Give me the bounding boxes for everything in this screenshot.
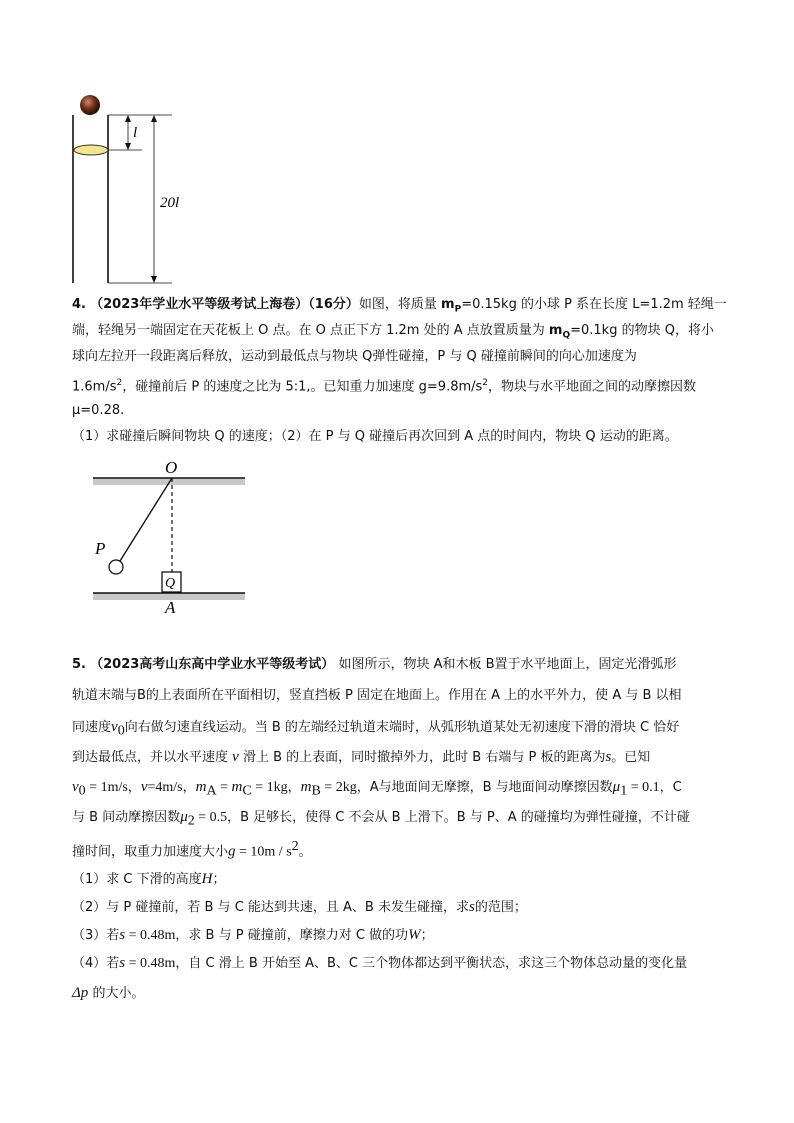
q5-l5-v0: v [72, 779, 79, 795]
q5-line-4 [72, 749, 650, 766]
q4-text-4b: ，碰撞前后 P 的速度之比为 5:1,。已知重力加速度 g=9.8m/s [122, 379, 483, 395]
q5-sub4-b: ，自 C 滑上 B 开始至 A、B、C 三个物体都达到平衡状态，求这三个物体总动量的变化量 [175, 956, 688, 971]
q5-sub3-a: （3）若 [72, 928, 120, 943]
q4-text-2a: 端，轻绳另一端固定在天花板上 O 点。在 O 点正下方 1.2m 处的 A 点放置质量为 [72, 323, 549, 338]
q5-sub4-c: 的大小。 [88, 986, 145, 1001]
q5-sub-2 [72, 899, 527, 916]
q5-sub1-a: （1）求 C 下滑的高度 [72, 872, 202, 887]
q5-sub2-b: 的范围； [474, 900, 527, 915]
q4-mq: m [548, 323, 563, 338]
q4-line-5: μ=0.28. [72, 403, 125, 418]
disk [74, 145, 108, 155]
q5-g-val: = 10m / s [235, 844, 292, 860]
q5-sub-4-cont [72, 985, 144, 1002]
q5-sub2-a: （2）与 P 碰撞前，若 B 与 C 能达到共速，且 A、B 未发生碰撞，求 [72, 900, 469, 915]
q5-text-4b: 滑上 B 的上表面，同时撤掉外力，此时 B 右端与 P 板的距离为 [242, 750, 606, 765]
q4-mp: m [441, 297, 455, 312]
q5-l5-v: v [140, 779, 148, 795]
q4-mp-sub: P [454, 304, 462, 315]
q5-number: 5. [72, 657, 86, 672]
q5-g-sup: 2 [291, 839, 299, 854]
q5-sub1-b: ； [212, 872, 226, 887]
label-l: l [133, 125, 138, 141]
q5-sub3-s: s [119, 927, 126, 943]
q5-line-7 [72, 839, 312, 860]
q5-sub3-c: ； [420, 928, 434, 943]
q4-line-4 [72, 375, 696, 395]
q5-l5-eq: = [216, 780, 232, 795]
q4-questions: （1）求碰撞后瞬间物块 Q 的速度；（2）在 P 与 Q 碰撞后再次回到 A 点的时间内，物块 Q 运动的距离。 [72, 429, 678, 444]
q5-line-3 [72, 719, 679, 740]
q5-l5-mu1-val: = 0.1 [627, 780, 660, 795]
q5-text-7b: 。 [298, 844, 312, 860]
q4-text-2b: =0.1kg 的物块 Q，将小 [570, 323, 714, 338]
q5-l5-sep2: ， [182, 780, 196, 795]
q5-text-4c: 。已知 [611, 750, 651, 765]
q4-line-2 [72, 323, 714, 344]
rope [120, 478, 172, 561]
q4-text-4c: ，物块与水平地面之间的动摩擦因数 [488, 379, 697, 395]
q5-text-6a: 与 B 间动摩擦因数 [72, 810, 181, 825]
q5-sub3-b: ，求 B 与 P 碰撞前，摩擦力对 C 做的功 [175, 928, 409, 943]
q5-sub-3 [72, 927, 434, 944]
q5-l5-m3: m [300, 779, 312, 795]
q5-v0: v [111, 719, 118, 735]
q5-l5-v-val: =4m/s [147, 780, 183, 795]
q5-l5-sep1: ， [127, 780, 141, 795]
q5-l5-end: ，C [659, 780, 682, 795]
q4-sup-1: 2 [116, 378, 123, 388]
q5-line-6 [72, 809, 690, 830]
label-20l: 20l [160, 195, 180, 211]
q5-s: s [605, 749, 612, 765]
q4-text-4a: 1.6m/s [72, 379, 117, 395]
figure-tube-diagram [60, 90, 210, 290]
q5-line-5 [72, 779, 682, 800]
q5-l5-mu1: μ [612, 779, 621, 795]
q5-l5-v0-sub: 0 [78, 783, 86, 799]
q5-l5-m2: m [231, 779, 243, 795]
label-Q: Q [165, 576, 176, 591]
q5-text-3a: 同速度 [72, 720, 112, 735]
q5-mu2: μ [180, 809, 188, 825]
q5-sub3-val: = 0.48m [125, 928, 176, 943]
q5-l5-mu1-sub: 1 [620, 783, 628, 799]
figure-pendulum-diagram [85, 460, 265, 620]
q5-l5-mC-sub: C [242, 783, 252, 799]
q5-text-4a: 到达最低点，并以水平速度 [72, 750, 229, 765]
q4-text-1b: =0.15kg 的小球 P 系在长度 L=1.2m 轻绳一 [461, 297, 727, 312]
q4-text-1a: 如图，将质量 [358, 297, 442, 312]
q5-text-6b: ，B 足够长，使得 C 不会从 B 上滑下。B 与 P、A 的碰撞均为弹性碰撞，不计碰 [227, 810, 690, 825]
q5-sub4-s: s [119, 955, 126, 971]
label-O: O [165, 458, 178, 477]
q5-text-1: 如图所示，物块 A和木板 B置于水平地面上，固定光滑弧形 [334, 657, 677, 672]
q5-l5-text: ，A与地面间无摩擦，B 与地面间动摩擦因数 [356, 780, 613, 795]
q5-line-2: 轨道末端与B的上表面所在平面相切，竖直挡板 P 固定在地面上。作用在 A 上的水平外力，使 A 与 B 以相 [72, 688, 682, 703]
q5-l5-sep3: ， [287, 780, 301, 795]
q5-line-1 [72, 657, 677, 673]
q5-g: g [228, 843, 236, 860]
q5-sub4-a: （4）若 [72, 956, 120, 971]
q5-H: H [201, 871, 213, 887]
ball-P [109, 560, 123, 574]
q4-sup-2: 2 [482, 378, 489, 388]
q4-source: （2023年学业水平等级考试上海卷）（16分） [90, 297, 359, 312]
q5-source: （2023高考山东高中学业水平等级考试） [90, 657, 335, 672]
q5-sub-1 [72, 871, 225, 888]
ball [80, 95, 100, 115]
q5-l5-mB-sub: B [311, 783, 321, 799]
q5-text-7a: 撞时间，取重力加速度大小 [72, 844, 229, 860]
q5-sub-4 [72, 955, 687, 972]
q5-v: v [232, 749, 239, 765]
q4-number: 4. [72, 297, 86, 312]
q4-line-1 [72, 297, 727, 318]
q5-text-3b: 向右做匀速直线运动。当 B 的左端经过轨道末端时，从弧形轨道某处无初速度下滑的滑块 C 恰好 [124, 720, 680, 735]
q5-sub2-s: s [468, 899, 475, 915]
q5-l5-mAC-val: = 1kg [251, 780, 288, 795]
label-P: P [95, 539, 106, 558]
q5-l5-m: m [195, 779, 207, 795]
label-A: A [165, 598, 176, 617]
q5-mu2-val: = 0.5 [194, 810, 228, 825]
q5-sub4-val: = 0.48m [125, 956, 176, 971]
q4-mq-sub: Q [562, 330, 571, 341]
q5-W: W [408, 927, 421, 943]
q5-l5-mB-val: = 2kg [320, 780, 357, 795]
q4-line-3: 球向左拉开一段距离后释放，运动到最低点与物块 Q弹性碰撞，P 与 Q 碰撞前瞬间的向心加速度为 [72, 349, 637, 364]
q5-l5-mA-sub: A [206, 783, 217, 799]
q5-mu2-sub: 2 [187, 813, 195, 829]
q5-l5-v0-val: = 1m/s [85, 780, 128, 795]
q5-dp: Δp [72, 985, 89, 1001]
q5-v0-sub: 0 [117, 723, 125, 739]
